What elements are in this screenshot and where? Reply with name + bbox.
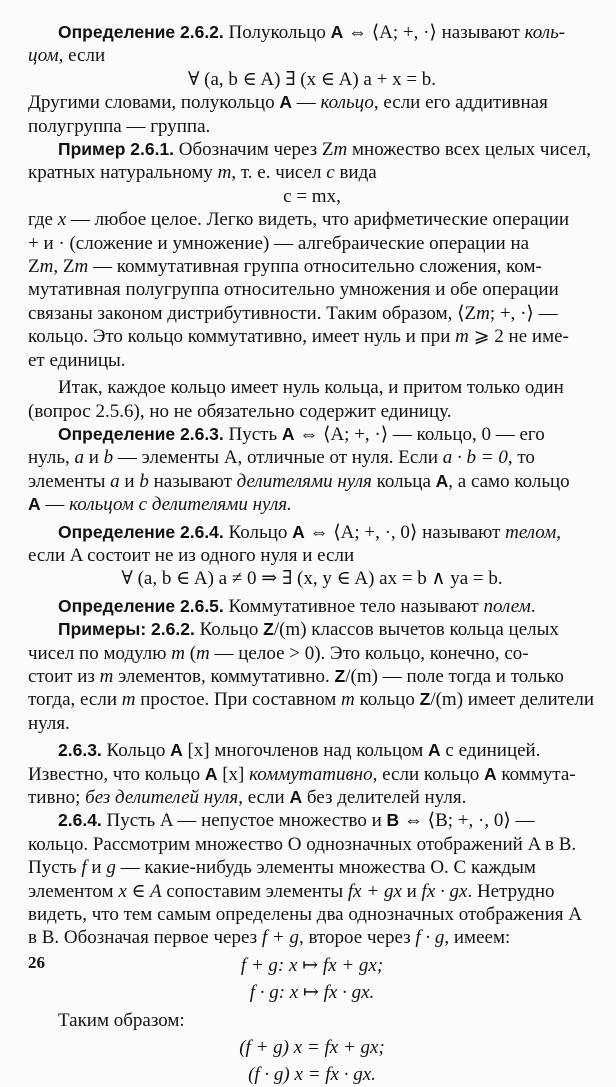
page-number: 26 — [28, 953, 45, 972]
text-run: f + g — [261, 927, 299, 949]
text-run: кольцом с делителями нуля. — [69, 494, 292, 516]
text-run: A — [428, 740, 441, 761]
text-run: A — [435, 470, 449, 491]
text-line — [28, 739, 596, 762]
text-run: простое. При составном — [135, 689, 342, 711]
text-run: полем — [483, 595, 531, 617]
text-run: — какие-нибудь элементы множества O. С каждым — [115, 857, 536, 879]
text-line — [28, 138, 596, 161]
text-run: , второе через — [298, 927, 416, 949]
text-run: c = mx, — [283, 185, 341, 207]
text-run: f — [81, 857, 87, 879]
text-run: /(m) — поле тогда и только — [345, 665, 564, 687]
text-line — [28, 567, 596, 590]
text-run: Кольцо — [101, 740, 171, 762]
text-run: ⇔ ⟨A; +, ·, 0⟩ называют — [304, 521, 506, 543]
text-run: m — [217, 162, 232, 184]
text-line — [28, 1036, 596, 1059]
text-run: B — [386, 810, 400, 831]
text-line — [28, 232, 596, 255]
text-run: Примеры: 2.6.2. — [58, 619, 195, 640]
text-run: кратных натуральному — [28, 162, 218, 184]
text-run: A — [483, 763, 497, 784]
text-run: элементы — [28, 470, 111, 492]
text-run: 2.6.4. — [58, 810, 102, 831]
text-run: — элементы A, отличные от нуля. Если — [113, 447, 443, 469]
text-run: a · b = 0 — [442, 447, 508, 469]
text-line — [28, 423, 596, 446]
text-run: . — [530, 595, 536, 617]
text-run: ; +, ·⟩ — — [489, 302, 558, 324]
text-line — [28, 809, 596, 832]
text-run: A — [289, 787, 303, 807]
text-run: ⇔ ⟨A; +, ·⟩ — кольцо, 0 — его — [294, 423, 545, 445]
text-run: кольца — [371, 470, 436, 492]
text-run: ( — [184, 642, 197, 664]
text-run: , если — [238, 787, 290, 808]
text-run: (f · g) x = fx · gx. — [248, 1064, 376, 1086]
text-run: , если кольцо — [372, 763, 484, 785]
text-run: множество всех целых чисел, — [347, 139, 591, 161]
text-run: кольцо — [320, 92, 374, 114]
text-run: f + g: x ↦ fx + gx; — [240, 954, 384, 976]
text-run: и — [119, 470, 140, 492]
text-line — [28, 521, 596, 544]
text-line — [28, 161, 596, 184]
text-run: Пусть — [223, 423, 282, 445]
text-line — [28, 1009, 596, 1032]
text-run: Другими словами, полукольцо — [28, 92, 280, 114]
text-run: и — [86, 857, 107, 879]
text-run: b — [139, 470, 149, 492]
text-run: — целое > 0). Это кольцо, конечно, со- — [209, 642, 529, 664]
text-run: и — [401, 880, 422, 902]
text-run: A — [279, 92, 292, 113]
text-run: нуль, — [28, 447, 75, 469]
text-run: Обозначим через Z — [174, 139, 334, 161]
text-run: без делителей нуля — [85, 787, 239, 808]
text-run: тогда, если — [28, 689, 122, 711]
text-line — [28, 185, 596, 208]
text-run: , если — [58, 45, 106, 67]
text-line — [28, 400, 596, 423]
text-run: стоит из — [28, 665, 100, 687]
text-run: кольцо. Это кольцо коммутативно, имеет нуль и при — [28, 326, 456, 348]
text-line — [28, 470, 596, 493]
text-run: делителями нуля — [236, 470, 372, 492]
text-line — [28, 302, 596, 325]
text-run: ет единицы. — [28, 349, 126, 371]
text-run: Z — [28, 256, 40, 278]
text-line — [28, 44, 596, 67]
text-line — [28, 376, 596, 399]
text-run: a — [74, 447, 84, 469]
text-run: f · g — [415, 927, 445, 949]
text-run: m — [196, 642, 210, 664]
text-run: ⩾ 2 не име- — [468, 326, 569, 348]
text-run: A — [170, 740, 183, 761]
text-run: чисел по модулю — [28, 642, 172, 664]
text-run: — любое целое. Легко видеть, что арифметические операции — [66, 209, 570, 231]
text-run: a — [110, 470, 120, 492]
text-run: вида — [334, 162, 377, 184]
text-run: полугруппа — группа. — [28, 115, 211, 137]
text-line — [28, 786, 596, 809]
text-run: x ∈ A — [118, 880, 162, 902]
text-run: Коммутативное тело называют — [223, 595, 484, 617]
text-run: fx · gx — [421, 880, 468, 902]
text-run: Определение 2.6.3. — [58, 423, 224, 444]
text-run: кольцо — [354, 689, 420, 711]
text-run: g — [106, 857, 116, 879]
text-run: , — [556, 521, 561, 543]
text-run: цом — [28, 45, 59, 67]
text-run: коммута- — [496, 763, 576, 785]
text-run: Z — [263, 619, 274, 640]
text-run: сопоставим элементы — [161, 880, 348, 902]
text-run: коль- — [524, 22, 566, 43]
text-run: и — [83, 447, 104, 469]
text-line — [28, 493, 596, 516]
text-run: + и · (сложение и умножение) — алгебраические операции на — [28, 232, 530, 254]
text-line — [28, 712, 596, 735]
text-run: A — [292, 521, 305, 542]
text-run: m — [171, 642, 185, 664]
text-run: мутативная полугруппа относительно умножения и обе операции — [28, 279, 559, 301]
text-line — [28, 68, 596, 91]
text-run: ⇔ ⟨A; +, ·⟩ называют — [343, 22, 525, 43]
text-line — [28, 208, 596, 231]
text-run: , если его аддитивная — [373, 92, 548, 114]
text-run: Кольцо — [223, 521, 293, 543]
text-line — [28, 115, 596, 138]
text-run: Кольцо — [194, 619, 264, 641]
text-run: кольцо. Рассмотрим множество O однозначных отображений A в B. — [28, 833, 577, 855]
text-run: b — [103, 447, 114, 469]
text-run: ∀ (a, b ∈ A) ∃ (x ∈ A) a + x = b. — [187, 68, 437, 90]
text-line — [28, 1063, 596, 1086]
text-run: тивно; — [28, 787, 86, 808]
text-run: A — [281, 423, 295, 444]
text-line — [28, 618, 596, 641]
text-run: , Z — [53, 256, 75, 278]
page-body — [28, 21, 596, 1087]
text-run: Определение 2.6.4. — [58, 521, 224, 542]
text-run: Таким образом: — [58, 1009, 185, 1031]
text-line — [28, 688, 596, 711]
text-run: , то — [507, 447, 535, 469]
text-run: m — [455, 326, 469, 348]
text-run: x — [57, 209, 67, 231]
text-line — [28, 278, 596, 301]
text-line — [28, 954, 596, 977]
text-run: связаны законом дистрибутивности. Таким образом, ⟨Z — [28, 302, 477, 324]
text-run: m — [476, 302, 490, 324]
text-run: без делителей нуля. — [302, 787, 467, 808]
text-run: — — [40, 494, 70, 516]
text-run: называют — [148, 470, 237, 492]
text-run: Z — [419, 689, 431, 710]
text-line — [28, 665, 596, 688]
text-run: элементов, коммутативно. — [113, 665, 335, 687]
text-run: m — [121, 689, 136, 711]
text-run: m — [39, 256, 54, 278]
text-run: Известно, что кольцо — [28, 763, 205, 785]
text-run: /(m) классов вычетов кольца целых — [273, 619, 559, 641]
text-run: , имеем: — [444, 927, 511, 949]
text-line — [28, 856, 596, 879]
text-run: 2.6.3. — [58, 740, 102, 761]
text-run: . Нетрудно — [467, 880, 555, 902]
text-run: нуля. — [28, 712, 70, 734]
text-run: m — [99, 665, 114, 687]
text-run: m — [341, 689, 355, 711]
text-line — [28, 833, 596, 856]
text-run: Пример 2.6.1. — [58, 139, 175, 160]
text-line — [28, 91, 596, 114]
text-line — [28, 349, 596, 372]
text-run: Полукольцо — [223, 22, 331, 43]
text-run: [x] многочленов над кольцом — [182, 740, 429, 762]
text-run: m — [74, 256, 89, 278]
text-run: ⇔ ⟨B; +, ·, 0⟩ — — [399, 810, 535, 832]
text-run: , а само кольцо — [448, 470, 570, 492]
text-run: c — [326, 162, 335, 184]
text-run: (вопрос 2.5.6), но не обязательно содержит единицу. — [28, 400, 452, 422]
text-run: если A состоит не из одного нуля и если — [28, 544, 355, 566]
text-run: , т. е. чисел — [231, 162, 327, 184]
text-run: /(m) имеет делители — [430, 689, 595, 711]
text-run: с единицей. — [440, 740, 541, 762]
text-run: телом — [505, 521, 557, 543]
text-run: где — [28, 209, 58, 231]
text-run: в B. Обозначая первое через — [28, 927, 262, 949]
text-line — [28, 544, 596, 567]
text-run: — коммутативная группа относительно сложения, ком- — [88, 256, 542, 278]
text-run: Пусть A — непустое множество и — [101, 810, 387, 832]
text-run: A — [204, 763, 218, 784]
text-line — [28, 325, 596, 348]
text-run: Z — [334, 665, 346, 686]
text-run: [x] — [217, 763, 250, 785]
text-run: (f + g) x = fx + gx; — [239, 1037, 385, 1059]
text-run: — — [292, 92, 321, 114]
text-run: коммутативно — [249, 763, 373, 785]
text-run: Определение 2.6.5. — [58, 595, 224, 616]
text-line — [28, 926, 596, 949]
text-run: видеть, что тем самым определены два однозначных отображения A — [28, 904, 582, 926]
text-line — [28, 595, 596, 618]
text-run: Итак, каждое кольцо имеет нуль кольца, и притом только один — [58, 377, 564, 399]
text-run: fx + gx — [347, 880, 402, 902]
text-run: A — [330, 22, 344, 42]
text-line — [28, 903, 596, 926]
text-run: f · g: x ↦ fx · gx. — [249, 982, 375, 1004]
text-line — [28, 21, 596, 44]
text-run: элементом — [28, 880, 119, 902]
text-line — [28, 446, 596, 469]
text-run: A — [28, 494, 41, 515]
text-run: Определение 2.6.2. — [58, 22, 224, 42]
text-line — [28, 981, 596, 1004]
text-line — [28, 880, 596, 903]
text-run: m — [333, 139, 348, 161]
text-line — [28, 642, 596, 665]
text-line — [28, 763, 596, 786]
text-run: Пусть — [28, 857, 82, 879]
text-run: ∀ (a, b ∈ A) a ≠ 0 ⇒ ∃ (x, y ∈ A) ax = b ∧ ya = b. — [121, 568, 503, 590]
text-line — [28, 255, 596, 278]
